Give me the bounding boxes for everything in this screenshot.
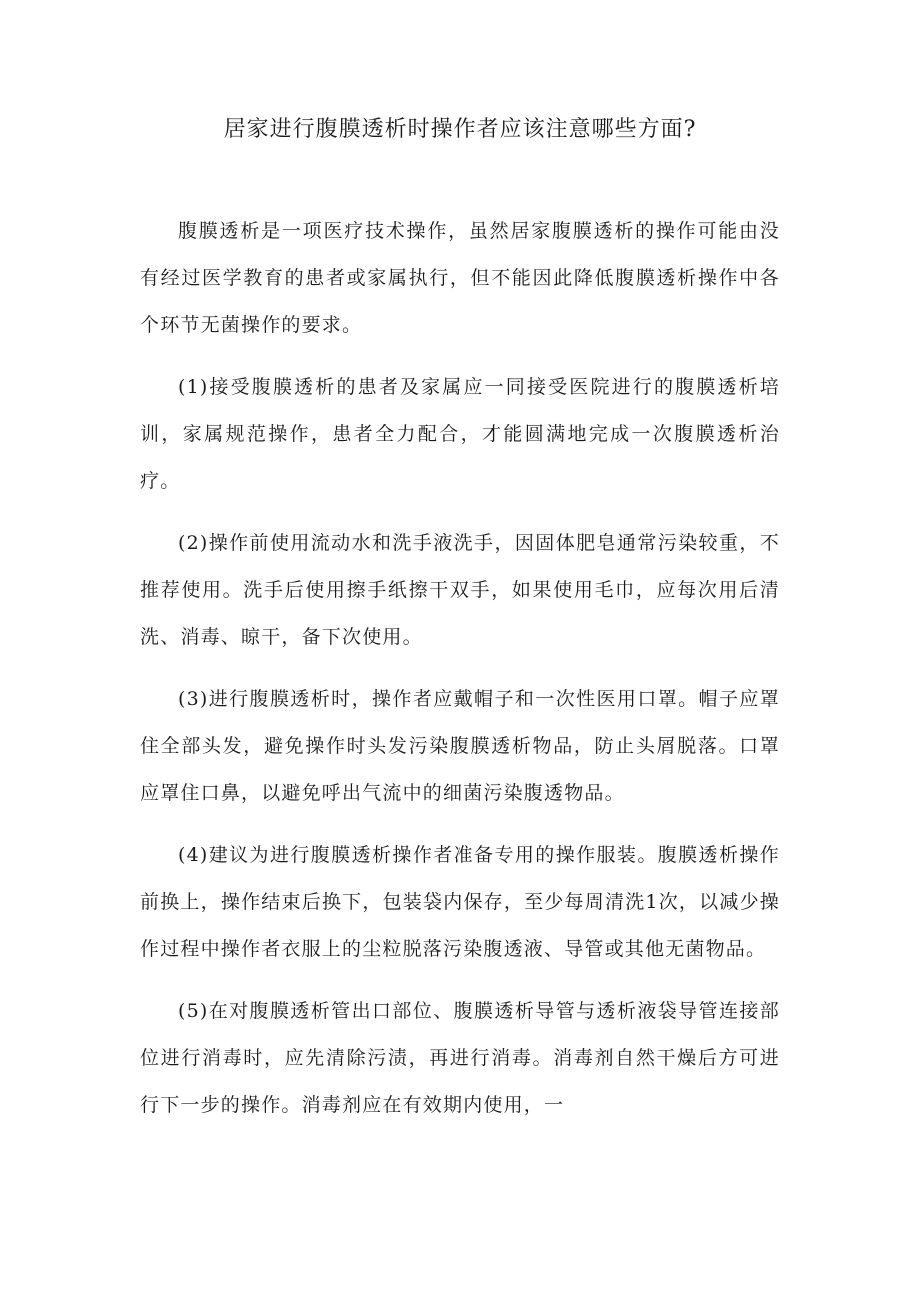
paragraph-2: (2)操作前使用流动水和洗手液洗手，因固体肥皂通常污染较重，不推荐使用。洗手后使用擦手纸擦干双手，如果使用毛巾，应每次用后清洗、消毒、晾干，备下次使用。 [140, 532, 780, 648]
intro-paragraph: 腹膜透析是一项医疗技术操作，虽然居家腹膜透析的操作可能由没有经过医学教育的患者或家属执行，但不能因此降低腹膜透析操作中各个环节无菌操作的要求。 [140, 220, 780, 336]
paragraph-5: (5)在对腹膜透析管出口部位、腹膜透析导管与透析液袋导管连接部位进行消毒时，应先清除污渍，再进行消毒。消毒剂自然干燥后方可进行下一步的操作。消毒剂应在有效期内使用，一 [140, 1000, 780, 1116]
document-body [140, 208, 780, 1144]
paragraph-1: (1)接受腹膜透析的患者及家属应一同接受医院进行的腹膜透析培训，家属规范操作，患者全力配合，才能圆满地完成一次腹膜透析治疗。 [140, 376, 780, 492]
document-title: 居家进行腹膜透析时操作者应该注意哪些方面? [223, 117, 697, 142]
paragraph-3: (3)进行腹膜透析时，操作者应戴帽子和一次性医用口罩。帽子应罩住全部头发，避免操作时头发污染腹膜透析物品，防止头屑脱落。口罩应罩住口鼻，以避免呼出气流中的细菌污染腹透物品。 [140, 688, 780, 804]
paragraph-4: (4)建议为进行腹膜透析操作者准备专用的操作服装。腹膜透析操作前换上，操作结束后换下，包装袋内保存，至少每周清洗1次，以减少操作过程中操作者衣服上的尘粒脱落污染腹透液、导管或其他无菌物品。 [140, 844, 780, 960]
